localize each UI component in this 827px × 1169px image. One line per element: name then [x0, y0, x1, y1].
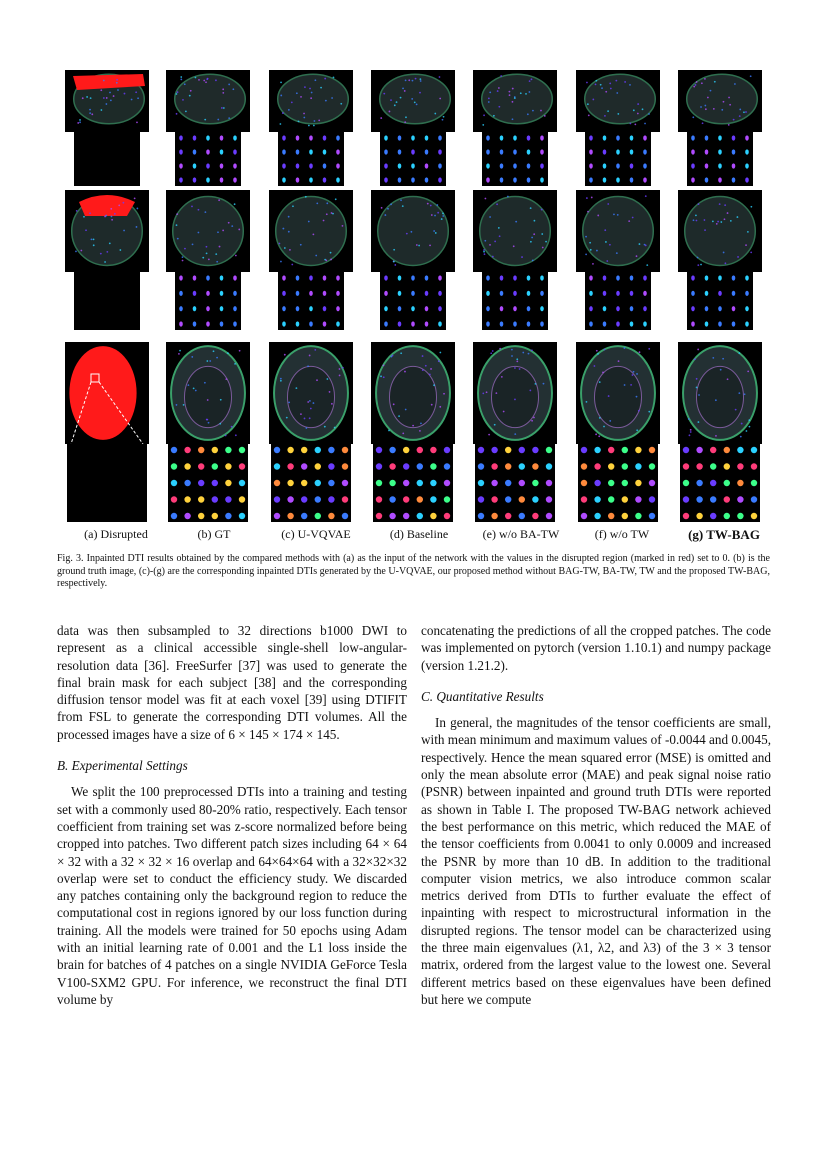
panel-r2-c1: [166, 342, 250, 522]
figure-canvas: [57, 62, 770, 527]
label-wo-ba-tw: (e) w/o BA-TW: [482, 527, 560, 541]
panel-r2-c3: [371, 342, 455, 522]
panel-r2-c2: [269, 342, 353, 522]
panel-r1-c1: [166, 190, 250, 330]
panel-r1-c2: [269, 190, 353, 330]
panel-r1-c6: [678, 190, 762, 330]
panel-r1-c3: [371, 190, 455, 330]
panel-r0-c5: [576, 70, 660, 186]
paragraph-quantitative-results: In general, the magnitudes of the tensor coefficients are small, with mean minimum and maximum values of -0.0044 and 0.0045, respectively. Hence the mean squared error (MSE) is omitted and only the mean absolute error (MAE) and peak signal noise ratio (PSNR) between inpainted and ground truth DTIs were reported as shown in Table I. The proposed TW-BAG network achieved the best performance on this metric, which reduced the MAE of the tensor coefficients from 0.0041 to only 0.0009 and increased the PSNR by more than 10 dB. In addition to the traditional computer vision metrics, we also introduce common scalar metrics derived from DTIs to further evaluate the effect of inpainting with respect to microstructural information in the disrupted regions. The tensor model can be characterized using the three main eigenvalues (λ1, λ2, and λ3) of the 3 × 3 tensor matrix, ordered from the largest value to the lowest one. Several different metrics based on these eigenvalues have been defined but here we compute: [421, 715, 771, 1007]
paragraph-data-processing: data was then subsampled to 32 directions b1000 DWI to represent as a clinical accessible single-shell low-angular-resolution data [36]. FreeSurfer [37] was used to generate the final brain mask for each subject [38] and the corresponding diffusion tensor model was fit at each voxel [39] using DTIFIT from FSL to generate the corresponding DTI volumes. All the processed images have a size of 6 × 145 × 174 × 145.: [57, 623, 407, 742]
heading-quantitative-results: C. Quantitative Results: [421, 688, 544, 704]
panel-r1-c5: [576, 190, 660, 330]
panel-r0-c6: [678, 70, 762, 186]
paragraph-experimental-settings: We split the 100 preprocessed DTIs into a training and testing set with a commonly used 80-20% ratio, respectively. Each tensor coefficient from training set was z-score normalized before being cropped into patches. Two different patch sizes including 64 × 64 × 32 with a 32 × 32 × 16 overlap and 64×64×64 with a 32×32×32 overlap were set to conduct the efficiency study. We discarded any patches containing only the background region to reduce the computational cost in regions ignored by our loss function during training. All the models were trained for 50 epochs using Adam with an initial learning rate of 0.001 and the L1 loss inside the brain for batches of 4 patches on a single NVIDIA GeForce Tesla V100-SXM2 GPU. For inference, we reconstruct the final DTI volume by: [57, 784, 407, 1007]
label-tw-bag: (g) TW-BAG: [688, 527, 760, 542]
label-u-vqvae: (c) U-VQVAE: [281, 527, 351, 541]
right-column: [421, 622, 771, 1008]
figure-caption: Fig. 3. Inpainted DTI results obtained by the compared methods with (a) as the input of the network with the values in the disrupted region (marked in red) set to 0. (b) is the ground truth image, (c)-(g) are the corresponding inpainted DTIs generated by the U-VQVAE, our proposed method without BAG-TW, BA-TW, TW and the proposed TW-BAG, respectively.: [57, 553, 770, 589]
left-column: [57, 622, 407, 1008]
label-baseline: (d) Baseline: [389, 527, 449, 541]
panel-r0-c4: [473, 70, 557, 186]
panel-r0-c1: [166, 70, 250, 186]
heading-experimental-settings: B. Experimental Settings: [57, 758, 188, 774]
panel-r2-c5: [576, 342, 660, 522]
panel-r2-c6: [678, 342, 762, 522]
panel-r0-c0: [65, 70, 149, 186]
panel-r1-c4: [473, 190, 557, 330]
panel-r0-c2: [269, 70, 353, 186]
paragraph-implementation: concatenating the predictions of all the cropped patches. The code was implemented on pytorch (version 1.10.1) and numpy package (version 1.21.2).: [421, 623, 771, 673]
label-gt: (b) GT: [197, 527, 231, 541]
panel-r2-c0: [65, 342, 149, 522]
label-wo-tw: (f) w/o TW: [594, 527, 650, 541]
figure-3: [57, 62, 770, 540]
label-disrupted: (a) Disrupted: [84, 527, 148, 541]
panel-r2-c4: [473, 342, 557, 522]
panel-r0-c3: [371, 70, 455, 186]
panel-r1-c0: [65, 190, 149, 330]
